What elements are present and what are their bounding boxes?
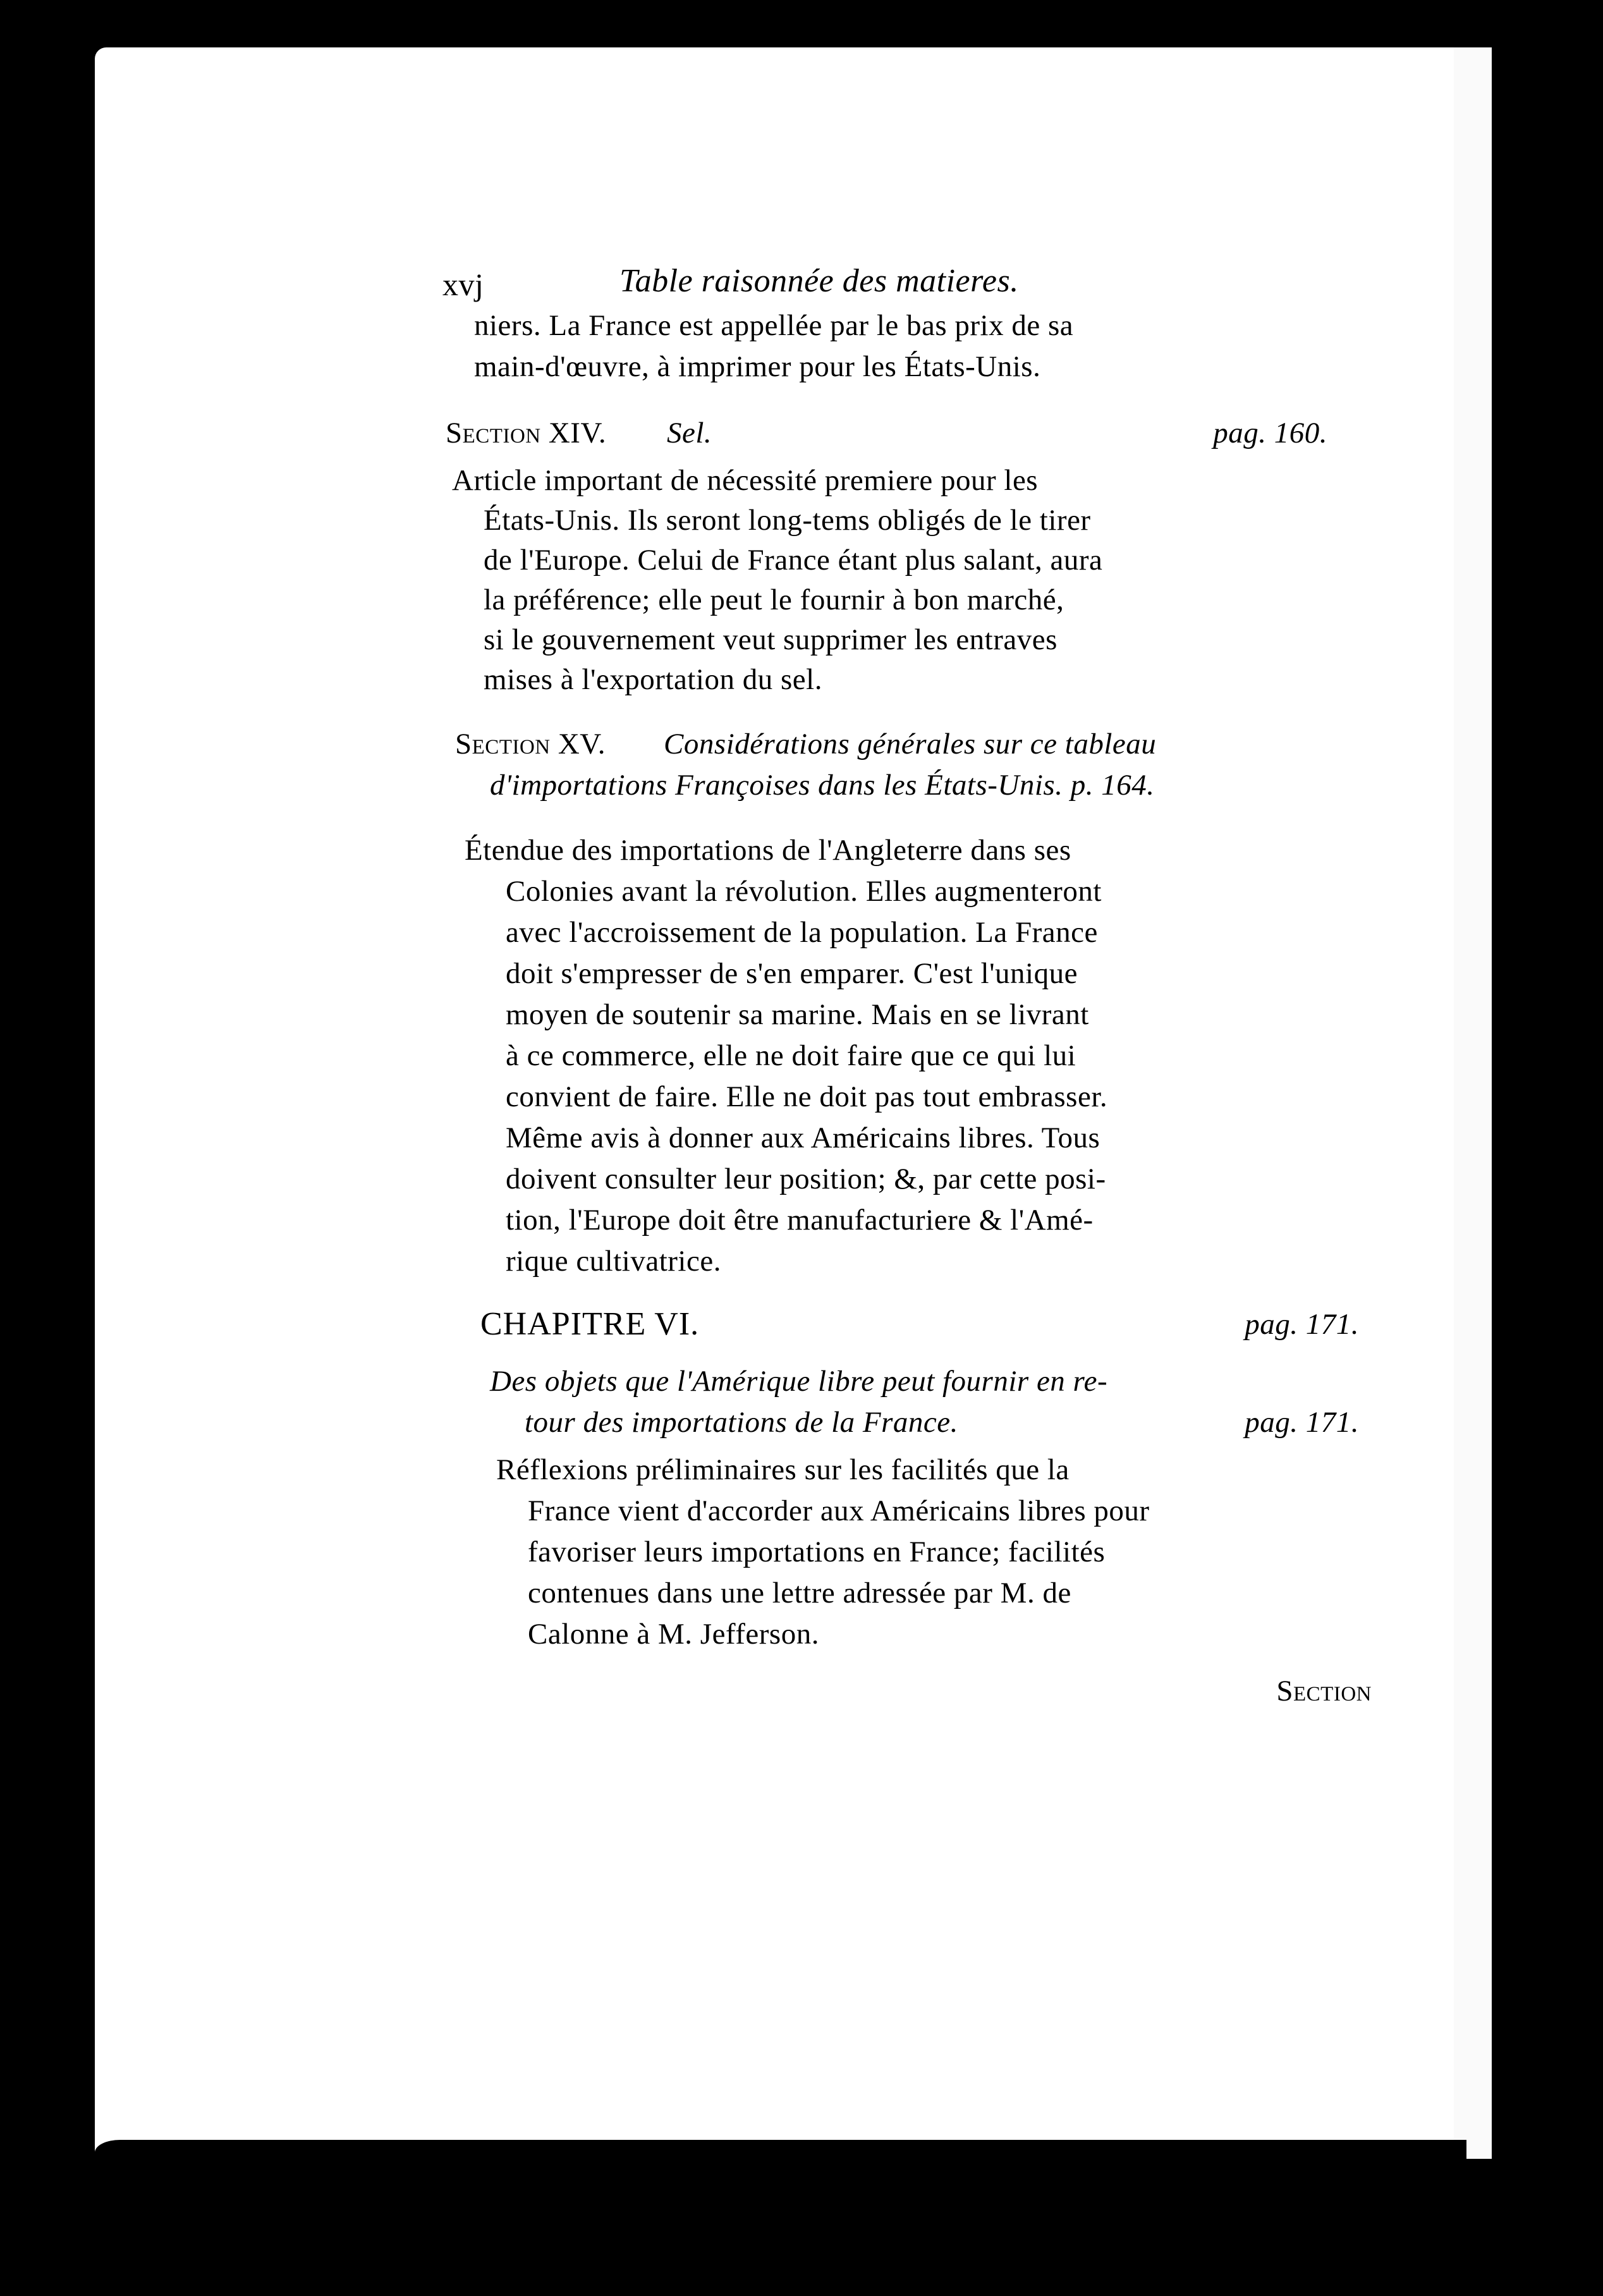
text-line: Même avis à donner aux Américains libres. Tous — [506, 1121, 1100, 1154]
section-14-label: Section XIV. — [446, 417, 607, 449]
text-line: Étendue des importations de l'Angleterre dans ses — [465, 834, 1071, 867]
text-line: États-Unis. Ils seront long-tems obligés de le tirer — [484, 504, 1091, 537]
text-line: Article important de nécessité premiere pour les — [452, 464, 1039, 497]
running-title: Table raisonnée des matieres. — [619, 263, 1019, 299]
section-14-page: pag. 160. — [1213, 417, 1327, 449]
catchword: Section — [1276, 1675, 1372, 1707]
section-15-title: d'importations Françoises dans les États-Unis. p. 164. — [490, 769, 1155, 802]
text-line: tion, l'Europe doit être manufacturiere & l'Amé- — [506, 1204, 1094, 1237]
text-line: favoriser leurs importations en France; facilités — [528, 1536, 1106, 1568]
chapter-6-title: Des objets que l'Amérique libre peut fournir en re- — [490, 1365, 1108, 1398]
text-line: doivent consulter leur position; &, par cette posi- — [506, 1163, 1106, 1195]
text-line: moyen de soutenir sa marine. Mais en se livrant — [506, 998, 1089, 1031]
text-line: rique cultivatrice. — [506, 1245, 721, 1278]
chapter-6-title-page: pag. 171. — [1245, 1406, 1359, 1439]
text-line: à ce commerce, elle ne doit faire que ce qui lui — [506, 1039, 1076, 1072]
text-line: Réflexions préliminaires sur les facilités que la — [496, 1453, 1070, 1486]
text-line: de l'Europe. Celui de France étant plus salant, aura — [484, 544, 1103, 577]
chapter-6-page: pag. 171. — [1245, 1308, 1359, 1341]
section-14-title: Sel. — [667, 417, 712, 449]
text-line: niers. La France est appellée par le bas prix de sa — [474, 309, 1074, 342]
text-line: convient de faire. Elle ne doit pas tout embrasser. — [506, 1080, 1108, 1113]
book-page — [95, 47, 1466, 2159]
text-line: si le gouvernement veut supprimer les entraves — [484, 623, 1057, 656]
text-line: main-d'œuvre, à imprimer pour les États-Unis. — [474, 350, 1041, 383]
section-15-label: Section XV. — [455, 728, 606, 760]
text-line: avec l'accroissement de la population. La France — [506, 916, 1098, 949]
text-line: Calonne à M. Jefferson. — [528, 1618, 819, 1651]
text-line: doit s'empresser de s'en emparer. C'est l'unique — [506, 957, 1078, 990]
text-line: la préférence; elle peut le fournir à bon marché, — [484, 583, 1064, 616]
text-line: contenues dans une lettre adressée par M. de — [528, 1577, 1071, 1609]
page-content — [95, 47, 1466, 2159]
text-line: Colonies avant la révolution. Elles augmenteront — [506, 875, 1102, 908]
text-line: France vient d'accorder aux Américains libres pour — [528, 1494, 1150, 1527]
chapter-6-title: tour des importations de la France. — [525, 1406, 958, 1439]
section-15-title: Considérations générales sur ce tableau — [664, 728, 1157, 760]
chapter-6-heading: CHAPITRE VI. — [480, 1306, 700, 1342]
text-line: mises à l'exportation du sel. — [484, 663, 822, 696]
folio: xvj — [442, 267, 484, 302]
